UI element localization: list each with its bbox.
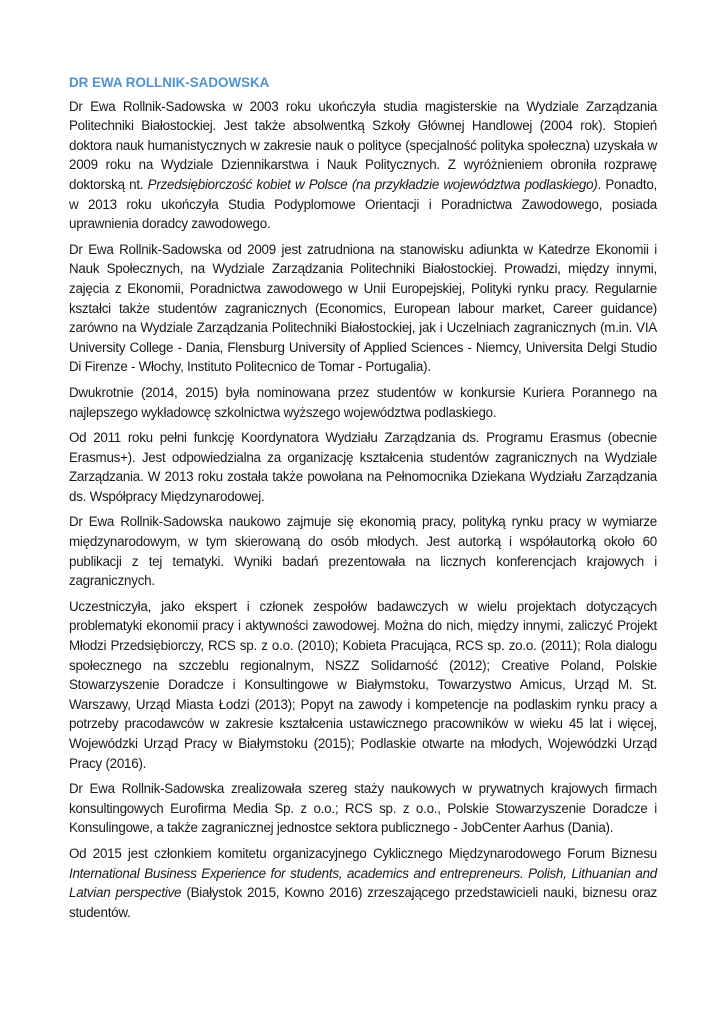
paragraph-text: Od 2015 jest członkiem komitetu organizacyjnego Cyklicznego Międzynarodowego Forum Biznesu <box>69 845 657 861</box>
page-title: DR EWA ROLLNIK-SADOWSKA <box>69 75 270 90</box>
paragraph-text: . Ponadto, w 2013 roku ukończyła Studia Podyplomowe Orientacji i Poradnictwa Zawodowego, posiada uprawnienia doradcy zawodowego. <box>69 176 657 232</box>
paragraph-erasmus: Od 2011 roku pełni funkcję Koordynatora Wydziału Zarządzania ds. Programu Erasmus (obecnie Erasmus+). Jest odpowiedzialna za organizację kształcenia studentów zagranicznych na Wydziale Zarządzania. W 2013 roku została także powołana na Pełnomocnika Dziekana Wydziału Zarządzania ds. Współpracy Międzynarodowej. <box>69 430 657 504</box>
paragraph-forum <box>69 844 657 922</box>
paragraph-nominations: Dwukrotnie (2014, 2015) była nominowana przez studentów w konkursie Kuriera Porannego na najlepszego wykładowcę szkolnictwa wyższego województwa podlaskiego. <box>69 384 657 420</box>
forum-title: International Business Experience for students, academics and entrepreneurs. Polish, Lithuanian and Latvian perspective <box>69 865 657 901</box>
thesis-title: Przedsiębiorczość kobiet w Polsce (na przykładzie województwa podlaskiego) <box>147 176 598 192</box>
paragraph-projects: Uczestniczyła, jako ekspert i członek zespołów badawczych w wielu projektach dotyczących problematyki ekonomii pracy i aktywności zawodowej. Można do nich, między innymi, zaliczyć Projekt Młodzi Przedsiębiorczy, RCS sp. z o.o. (2010); Kobieta Pracująca, RCS sp. zo.o. (2011); Rola dialogu społecznego na szczeblu regionalnym, NSZZ Solidarność (2012); Creative Poland, Polskie Stowarzyszenie Doradcze i Konsultingowe w Białymstoku, Towarzystwo Amicus, Urząd M. St. Warszawy, Urząd Miasta Łodzi (2013); Popyt na zawody i kompetencje na podlaskim rynku pracy a potrzeby pracodawców w zakresie kształcenia ustawicznego pracowników w wieku 45 lat i więcej, Wojewódzki Urząd Pracy w Białymstoku (2015); Podlaskie otwarte na młodych, Wojewódzki Urząd Pracy (2016). <box>69 598 657 771</box>
paragraph-text: Dr Ewa Rollnik-Sadowska w 2003 roku ukończyła studia magisterskie na Wydziale Zarządzania Politechniki Białostockiej. Jest także absolwentką Szkoły Głównej Handlowej (2004 rok). Stopień doktora nauk humanistycznych w zakresie nauk o polityce (specjalność polityka społeczna) uzyskała w 2009 roku na Wydziale Dziennikarstwa i Nauk Politycznych. Z wyróżnieniem obroniła rozprawę doktorską nt. <box>69 98 657 192</box>
paragraph-education <box>69 97 657 234</box>
paragraph-research: Dr Ewa Rollnik-Sadowska naukowo zajmuje się ekonomią pracy, polityką rynku pracy w wymiarze międzynarodowym, w tym skierowaną do osób młodych. Jest autorką i współautorką około 60 publikacji z tej tematyki. Wyniki badań prezentowała na licznych konferencjach krajowych i zagranicznych. <box>69 514 657 589</box>
document-page <box>69 73 657 928</box>
paragraph-employment: Dr Ewa Rollnik-Sadowska od 2009 jest zatrudniona na stanowisku adiunkta w Katedrze Ekonomii i Nauk Społecznych, na Wydziale Zarządzania Politechniki Białostockiej. Prowadzi, między innymi, zajęcia z Ekonomii, Poradnictwa zawodowego w Unii Europejskiej, Polityki rynku pracy. Regularnie kształci także studentów zagranicznych (Economics, European labour market, Career guidance) zarówno na Wydziale Zarządzania Politechniki Białostockiej, jak i Uczelniach zagranicznych (m.in. VIA University College - Dania, Flensburg University of Applied Sciences - Niemcy, Universita Delgi Studio Di Firenze - Włochy, Instituto Politecnico de Tomar - Portugalia). <box>69 241 657 375</box>
paragraph-internships: Dr Ewa Rollnik-Sadowska zrealizowała szereg staży naukowych w prywatnych krajowych firmach konsultingowych Eurofirma Media Sp. z o.o.; RCS sp. z o.o., Polskie Stowarzyszenie Doradcze i Konsulingowe, a także zagranicznej jednostce sektora publicznego - JobCenter Aarhus (Dania). <box>69 781 657 836</box>
paragraph-text: (Białystok 2015, Kowno 2016) zrzeszającego przedstawicieli nauki, biznesu oraz studentów. <box>69 885 657 920</box>
